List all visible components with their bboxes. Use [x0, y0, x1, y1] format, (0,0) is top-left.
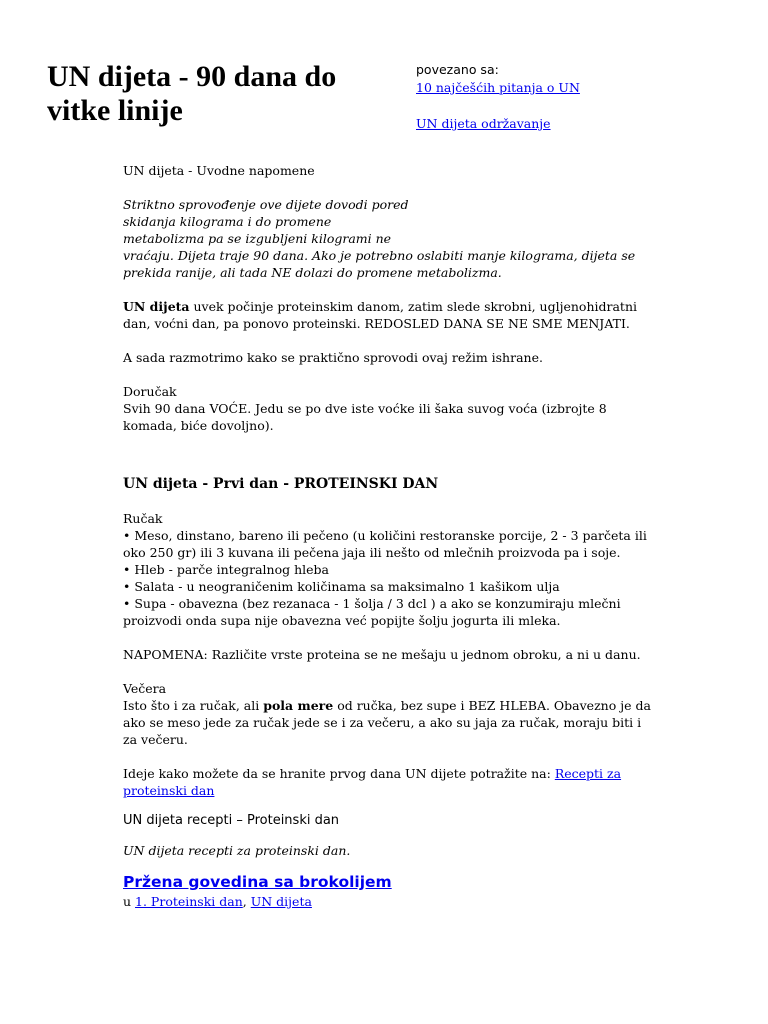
- related-link-faq[interactable]: 10 najčešćih pitanja o UN: [416, 80, 580, 95]
- ideas-paragraph: [123, 765, 653, 799]
- intro-italic-line: skidanja kilograma i do promene: [123, 214, 332, 229]
- category-link-un-diet[interactable]: UN dijeta: [250, 894, 312, 909]
- dinner-label: Večera: [123, 681, 167, 696]
- breakfast-text: Svih 90 dana VOĆE. Jedu se po dve iste voćke ili šaka suvog voća (izbrojte 8 komada, biće dovoljno).: [123, 401, 607, 433]
- dinner-text-end: od ručka, bez supe i BEZ HLEBA. Obavezno je da ako se meso jede za ručak jede se i za večeru, a ako su jaja za ručak, moraju biti i za večeru.: [123, 698, 651, 747]
- dinner-text-bold: pola mere: [263, 698, 334, 713]
- article-body: [123, 162, 653, 910]
- lunch-item: • Supa - obavezna (bez rezanaca - 1 šolja / 3 dcl ) a ako se konzumiraju mlečni proizvodi onda supa nije obavezna već popijte šolju jogurta ili mleka.: [123, 595, 653, 629]
- intro-heading: UN dijeta - Uvodne napomene: [123, 163, 315, 178]
- intro-italic-line: metabolizma pa se izgubljeni kilogrami ne: [123, 231, 392, 246]
- dinner-text-start: Isto što i za ručak, ali: [123, 698, 264, 713]
- recipe-meta-separator: ,: [242, 894, 251, 909]
- page-title: UN dijeta - 90 dana do vitke linije: [47, 60, 337, 127]
- recipes-heading: UN dijeta recepti – Proteinski dan: [123, 813, 340, 828]
- related-link-maintenance[interactable]: UN dijeta održavanje: [416, 116, 551, 131]
- practice-paragraph: A sada razmotrimo kako se praktično sprovodi ovaj režim ishrane.: [123, 350, 543, 365]
- recipe-meta: [123, 893, 653, 910]
- lunch-label: Ručak: [123, 511, 163, 526]
- note-paragraph: NAPOMENA: Različite vrste proteina se ne mešaju u jednom obroku, a ni u danu.: [123, 647, 641, 662]
- diet-order-bold: UN dijeta: [123, 299, 190, 314]
- related-label: povezano sa:: [416, 62, 499, 77]
- recipes-link[interactable]: Recepti za proteinski dan: [123, 766, 622, 798]
- intro-italic-line: prekida ranije, ali tada NE dolazi do promene metabolizma.: [123, 265, 502, 280]
- related-links: [416, 61, 580, 133]
- lunch-item: • Meso, dinstano, bareno ili pečeno (u količini restoranske porcije, 2 - 3 parčeta ili oko 250 gr) ili 3 kuvana ili pečena jaja ili nešto od mlečnih proizvoda pa i soje.: [123, 527, 653, 561]
- ideas-text: Ideje kako možete da se hranite prvog dana UN dijete potražite na:: [123, 766, 555, 781]
- category-link-protein-day[interactable]: 1. Proteinski dan: [135, 894, 243, 909]
- day1-title: UN dijeta - Prvi dan - PROTEINSKI DAN: [123, 476, 439, 492]
- diet-order-paragraph: [123, 298, 653, 332]
- dinner-paragraph: [123, 697, 653, 748]
- lunch-item: • Hleb - parče integralnog hleba: [123, 561, 653, 578]
- breakfast-label: Doručak: [123, 384, 177, 399]
- recipe-meta-prefix: u: [123, 894, 136, 909]
- intro-italic-line: Striktno sprovođenje ove dijete dovodi pored: [123, 197, 409, 212]
- recipes-italic: UN dijeta recepti za proteinski dan.: [123, 843, 351, 858]
- intro-italic-line: vraćaju. Dijeta traje 90 dana. Ako je potrebno oslabiti manje kilograma, dijeta se: [123, 248, 636, 263]
- lunch-item: • Salata - u neograničenim količinama sa maksimalno 1 kašikom ulja: [123, 578, 653, 595]
- diet-order-text: uvek počinje proteinskim danom, zatim slede skrobni, ugljenohidratni dan, voćni dan, pa ponovo proteinski. REDOSLED DANA SE NE SME MENJATI.: [123, 299, 638, 331]
- recipe-title-link[interactable]: Pržena govedina sa brokolijem: [123, 873, 392, 891]
